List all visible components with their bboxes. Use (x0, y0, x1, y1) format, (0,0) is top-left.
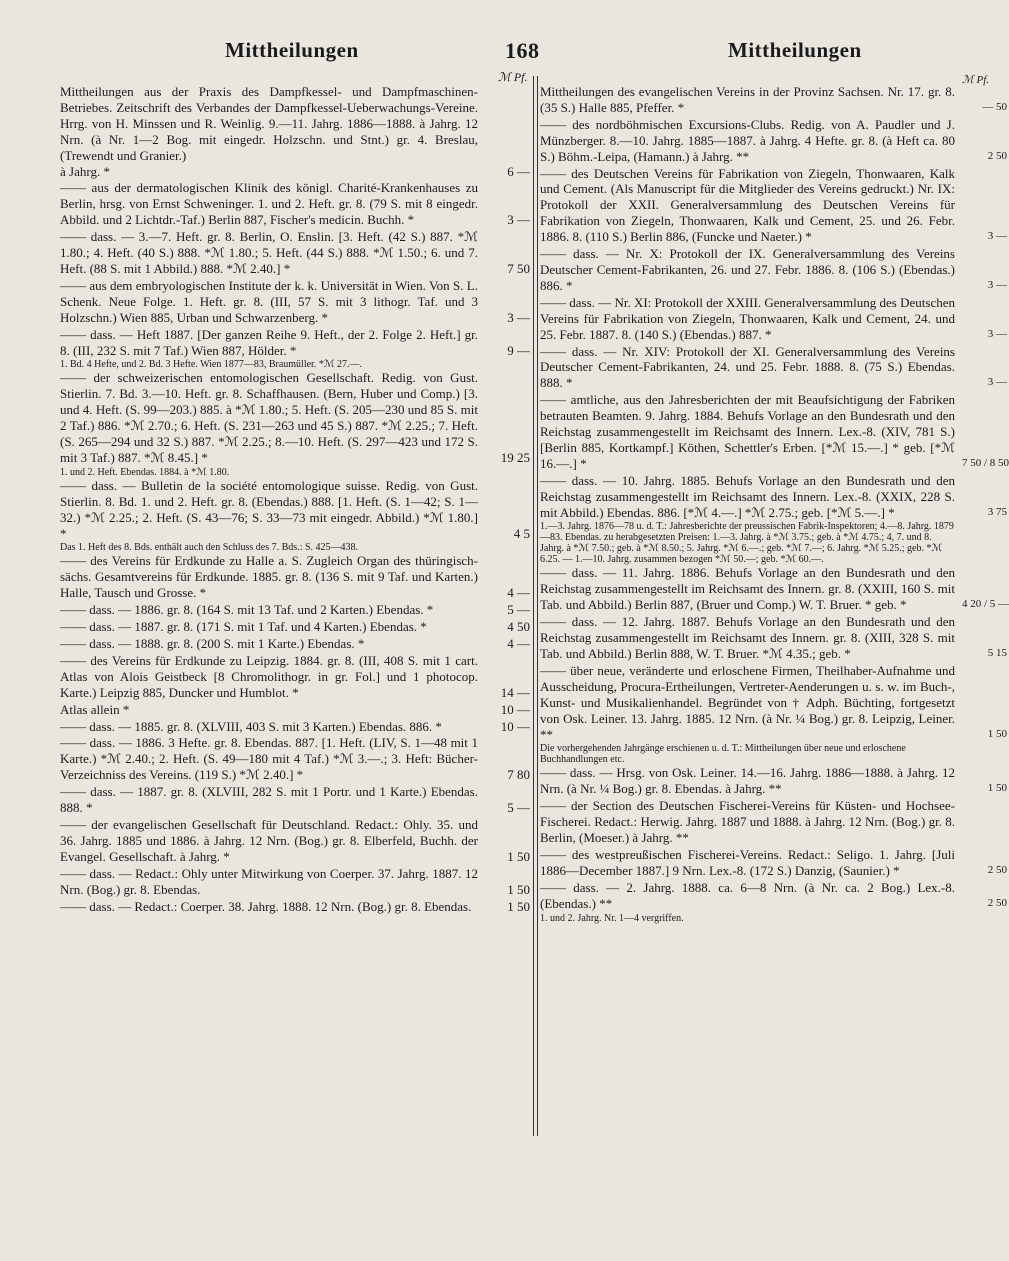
entry-price: 2 50 (987, 896, 1007, 909)
entry-price: 7 50 (507, 260, 530, 276)
entry-text: —— dass. — 12. Jahrg. 1887. Behufs Vorlage an den Bundesrath und den Reichstag zusammengestellt im Reichsamt des Innern. gr. 8. (XIII, 328 S. mit Tab. und Abbild.) Berlin 888, W. T. Bruer. *ℳ 4.35.; geb. * (540, 614, 955, 661)
page-number: 168 (505, 38, 540, 63)
catalog-entry (540, 879, 1007, 912)
entry-text: —— aus dem embryologischen Institute der k. k. Universität in Wien. Von S. L. Schenk. Neue Folge. 1. Heft. gr. 8. (III, 57 S. mit 3 lithogr. Taf. und 3 Holzschn.) Wien 885, Urban und Schwarzenberg. * (60, 277, 478, 325)
left-running-head: Mittheilungen (225, 38, 359, 62)
catalog-entry (540, 846, 1007, 879)
entry-price: 1 50 (987, 727, 1007, 740)
entry-price: 14 — (500, 684, 530, 700)
entry-text: —— dass. — 11. Jahrg. 1886. Behufs Vorlage an den Bundesrath und den Reichstag zusammengestellt im Reichsamt des Innern. gr. 8. (XXIII, 160 S. mit Tab. und Abbild.) Berlin 887, (Bruer und Comp.) W. T. Bruer. * geb. * (540, 565, 955, 613)
entry-text: —— dass. — Nr. XI: Protokoll der XXIII. Generalversammlung des Deutschen Vereins für Fabrikation von Ziegeln, Thonwaaren, Kalk und Cement, 24. und 25. Febr. 1887. 8. (140 S.) (Ebendas.) 887. * (540, 294, 955, 342)
entry-text: —— des Vereins für Erdkunde zu Halle a. S. Zugleich Organ des thüringisch-sächs. Gesamtvereins für Erdkunde. 1885. gr. 8. (136 S. mit 9 Taf. und Karten.) Halle, Tausch und Grosse. * (60, 553, 478, 601)
catalog-entry (60, 84, 530, 179)
entry-price: 1 50 (987, 782, 1007, 795)
entry-price: 3 — (987, 327, 1007, 340)
entry-price: 7 50 / 8 50 (962, 456, 1009, 469)
catalog-entry (540, 798, 955, 846)
catalog-entry (60, 653, 530, 701)
catalog-entry (540, 116, 1007, 165)
catalog-entry (540, 614, 1007, 662)
entry-text: —— der Section des Deutschen Fischerei-Vereins für Küsten- und Hochsee-Fischerei. Redact.: Herwig. Jahrg. 1887 und 1888. à Jahrg. 12 Nrn. (Bog.) gr. 8. Berlin, (Moeser.) à Jahrg. ** (540, 798, 955, 846)
entry-text: —— der evangelischen Gesellschaft für Deutschland. Redact.: Ohly. 35. und 36. Jahrg. 1885 und 1886. à Jahrg. 12 Nrn. (Bog.) gr. 8. Elberfeld, Buchh. der Evangel. Gesellschaft. à Jahrg. * (60, 816, 478, 864)
right-column (540, 84, 1009, 924)
catalog-entry (60, 719, 530, 735)
entry-text: —— dass. — Nr. XIV: Protokoll der XI. Generalversammlung des Vereins Deutscher Cement-Fabrikanten, 24. und 25. Febr. 1888. 8. (75 S.) Ebendas. 888. * (540, 343, 955, 391)
catalog-entry (540, 84, 1007, 116)
entry-price: 4 50 (507, 619, 530, 635)
entry-text: Mittheilungen des evangelischen Vereins in der Provinz Sachsen. Nr. 17. gr. 8. (35 S.) Halle 885, Pfeffer. * (540, 84, 955, 115)
catalog-entry (60, 553, 530, 601)
catalog-entry (540, 662, 1007, 743)
right-running-head: Mittheilungen (728, 38, 862, 62)
entry-text: —— dass. — 1887. gr. 8. (XLVIII, 282 S. mit 1 Portr. und 1 Karte.) Ebendas. 888. * (60, 784, 478, 816)
catalog-entry (60, 327, 530, 359)
catalog-entry (540, 472, 1007, 521)
entry-price: 4 20 / 5 — (962, 598, 1009, 611)
catalog-entry (60, 278, 530, 326)
entry-footnote: 1. und 2. Jahrg. Nr. 1—4 vergriffen. (540, 912, 684, 924)
entry-text: —— dass. — Redact.: Coerper. 38. Jahrg. 1888. 12 Nrn. (Bog.) gr. 8. Ebendas. (60, 898, 472, 914)
entry-price: 1 50 (507, 881, 530, 897)
entry-footnote: Die vorhergehenden Jahrgänge erschienen u. d. T.: Mittheilungen über neue und erloschene Buchhandlungen etc. (540, 743, 906, 766)
catalog-entry (540, 246, 1007, 294)
entry-text: —— dass. — Hrsg. von Osk. Leiner. 14.—16. Jahrg. 1886—1888. à Jahrg. 12 Nrn. (à Nr. ¼ Bog.) gr. 8. Ebendas. à Jahrg. ** (540, 765, 955, 797)
catalog-entry (540, 294, 1007, 343)
catalog-entry (60, 602, 530, 618)
entry-footnote: 1. und 2. Heft. Ebendas. 1884. à *ℳ 1.80. (60, 466, 230, 478)
entry-text: —— dass. — 2. Jahrg. 1888. ca. 6—8 Nrn. (à Nr. ca. 2 Bog.) Lex.-8. (Ebendas.) ** (540, 879, 955, 911)
entry-price: 4 — (507, 585, 530, 601)
entry-price: 3 75 (987, 505, 1007, 518)
entry-text: —— des Vereins für Erdkunde zu Leipzig. 1884. gr. 8. (III, 408 S. mit 1 cart. Atlas von Alois Geistbeck [8 Chromolithogr. in gr. Fol.] und 1 photocop. Karte.) Leipzig 885, Duncker und Humblot. * (60, 652, 478, 700)
entry-text: —— dass. — Redact.: Ohly unter Mitwirkung von Coerper. 37. Jahrg. 1887. 12 Nrn. (Bog.) gr. 8. Ebendas. (60, 865, 478, 897)
entry-text: —— dass. — 3.—7. Heft. gr. 8. Berlin, O. Enslin. [3. Heft. (42 S.) 887. *ℳ 1.80.; 4. Heft. (40 S.) 888. *ℳ 1.80.; 5. Heft. (44 S.) 888. *ℳ 1.50.; 6. und 7. Heft. (88 S. mit 1 Abbild.) 888. *ℳ 2.40.] * (60, 229, 478, 276)
entry-price: 3 — (507, 309, 530, 325)
entry-price: 3 — (987, 278, 1007, 291)
catalog-entry (60, 229, 530, 277)
catalog-entry (60, 180, 530, 228)
entry-price: 1 50 (507, 898, 530, 914)
entry-price: 3 — (507, 212, 530, 228)
catalog-entry (540, 765, 1007, 797)
catalog-entry (540, 392, 1009, 472)
entry-price: 4 5 (513, 525, 530, 541)
entry-price: 7 80 (507, 767, 530, 783)
right-currency-unit: ℳ Pf. (962, 74, 990, 86)
entry-price: 2 50 (987, 149, 1007, 162)
entry-price: 10 — (500, 701, 530, 717)
entry-text: —— über neue, veränderte und erloschene Firmen, Theilhaber-Aufnahme und Ausscheidung, Procura-Ertheilungen, Vertreter-Aenderungen u. s. w. im Buch-, Kunst- und Musikalienhandel. Begründet von † Adph. Büchting, fortgesetzt von Osk. Leiner. 13. Jahrg. 1885. 12 Nrn. (à Nr. ¼ Bog.) gr. 8. Leipzig, Leiner. ** (540, 662, 955, 742)
entry-text: Atlas allein * (60, 701, 130, 717)
catalog-entry (60, 817, 530, 865)
entry-price: 5 — (507, 800, 530, 816)
entry-price: 3 — (987, 230, 1007, 243)
entry-price: — 50 (982, 100, 1007, 113)
catalog-entry (60, 735, 530, 783)
entry-price: 9 — (507, 342, 530, 358)
left-currency-unit: ℳ Pf. (498, 70, 528, 84)
entry-price: 5 15 (987, 647, 1007, 659)
left-column (60, 84, 530, 915)
entry-footnote: 1.—3. Jahrg. 1876—78 u. d. T.: Jahresberichte der preussischen Fabrik-Inspektoren; 4.—8. Jahrg. 1879—83. Ebendas. zu herabgesetzten Preisen: 1.—3. Jahrg. à *ℳ 3.75.; geb. à *ℳ 4.75.; 4, 7. und 8. Jahrg. à *ℳ 7.50.; geb. à *ℳ 8.50.; 5. Jahrg. *ℳ 6.—.; geb. *ℳ 7.—; 6. Jahrg. *ℳ 5.25.; geb. *ℳ 6.25. — 1.—10. Jahrg. zusammen bezogen *ℳ 50.—; geb. *ℳ 60.—. (540, 521, 954, 566)
entry-text: —— des westpreußischen Fischerei-Vereins. Redact.: Seligo. 1. Jahrg. [Juli 1886—December 1887.] 9 Nrn. Lex.-8. (172 S.) Danzig, (Saunier.) * (540, 846, 955, 878)
catalog-entry (60, 784, 530, 816)
column-divider (537, 76, 538, 1136)
entry-price: 19 25 (500, 449, 530, 465)
entry-text: —— aus der dermatologischen Klinik des königl. Charité-Krankenhauses zu Berlin, hrsg. von Ernst Schweninger. 1. und 2. Heft. gr. 8. (79 S. mit 8 eingedr. Abbild. und 2 Lichtdr.-Taf.) Berlin 887, Fischer's medicin. Buchh. * (60, 180, 478, 228)
entry-text: —— dass. — 10. Jahrg. 1885. Behufs Vorlage an den Bundesrath und den Reichstag zusammengestellt im Reichsamt des Innern. Lex.-8. (XXIX, 228 S. mit Abbild.) Ebendas. 886. [*ℳ 4.—.] *ℳ 2.75.; geb. [*ℳ 5.—.] * (540, 472, 955, 520)
catalog-entry (540, 565, 1009, 613)
catalog-entry (60, 899, 530, 915)
catalog-entry (60, 478, 530, 542)
catalog-entry (60, 636, 530, 652)
entry-text: —— dass. — 1886. gr. 8. (164 S. mit 13 Taf. und 2 Karten.) Ebendas. * (60, 602, 434, 618)
entry-text: —— dass. — 1888. gr. 8. (200 S. mit 1 Karte.) Ebendas. * (60, 636, 365, 651)
entry-text: Mittheilungen aus der Praxis des Dampfkessel- und Dampfmaschinen-Betriebes. Zeitschrift des Verbandes der Dampfkessel-Ueberwachungs-Vereine. Hrrg. von H. Minssen und R. Weinlig. 9.—11. Jahrg. 1886—1888. à Jahrg. 12 Nrn. (à Nr. 1—2 Bog. mit eingedr. Holzschn. und Stnt.) gr. 4. Breslau, (Trewendt und Granier.) à Jahrg. * (60, 84, 478, 179)
catalog-entry (60, 702, 530, 718)
entry-text: —— des Deutschen Vereins für Fabrikation von Ziegeln, Thonwaaren, Kalk und Cement. (Als Manuscript für die Mitglieder des Vereins gedruckt.) Nr. IX: Protokoll der XXII. Generalversammlung des Deutschen Vereins für Fabrikation von Ziegeln, Thonwaaren, Kalk und Cement, 25. und 26. Febr. 1886. 8. (110 S.) Berlin 886, (Funcke und Naeter.) * (540, 165, 955, 245)
entry-price: 10 — (500, 718, 530, 734)
catalog-entry (60, 866, 530, 898)
entry-text: —— amtliche, aus den Jahresberichten der mit Beaufsichtigung der Fabriken betrauten Beamten. 9. Jahrg. 1884. Behufs Vorlage an den Bundesrath und den Reichstag zusammengestellt im Reichsamt des Innern. Lex.-8. (XIV, 781 S.) [Berlin 885, Kortkampf.] Köthen, Schettler's Erben. [*ℳ 15.—.] * geb. [*ℳ 16.—.] * (540, 392, 955, 471)
entry-text: —— der schweizerischen entomologischen Gesellschaft. Redig. von Gust. Stierlin. 7. Bd. 3.—10. Heft. gr. 8. Schaffhausen. (Bern, Huber und Comp.) [3. und 4. Heft. (S. 99—203.) 885. à *ℳ 1.80.; 5. Heft. (S. 205—230 und 85 S. mit 2 Taf.) 886. *ℳ 2.70.; 6. Heft. (S. 231—263 und 45 S.) 887. *ℳ 2.25.; 7. Heft. (S. 265—294 und 32 S.) 887. *ℳ 2.25.; 8.—10. Heft. (S. 297—423 und 172 S. mit 3 Taf.) 887. *ℳ 8.45.] * (60, 370, 478, 465)
entry-footnote: 1. Bd. 4 Hefte, und 2. Bd. 3 Hefte. Wien 1877—83, Braumüller. *ℳ 27.—. (60, 359, 363, 371)
entry-price: 5 — (507, 602, 530, 618)
entry-footnote: Das 1. Heft des 8. Bds. enthält auch den Schluss des 7. Bds.: S. 425—438. (60, 542, 359, 554)
entry-text: —— dass. — 1886. 3 Hefte. gr. 8. Ebendas. 887. [1. Heft. (LIV, S. 1—48 mit 1 Karte.) *ℳ 2.40.; 2. Heft. (S. 49—180 mit 4 Taf.) *ℳ 3.—.; 3. Heft: Bücher-Verzeichniss des Vereins. (119 S.) *ℳ 2.40.] * (60, 735, 478, 783)
catalog-entry (540, 343, 1007, 392)
entry-price: 3 — (987, 376, 1007, 389)
entry-text: —— dass. — Heft 1887. [Der ganzen Reihe 9. Heft., der 2. Folge 2. Heft.] gr. 8. (III, 232 S. mit 7 Taf.) Wien 887, Hölder. * (60, 326, 478, 358)
entry-price: 6 — (507, 163, 530, 179)
entry-text: —— dass. — 1887. gr. 8. (171 S. mit 1 Taf. und 4 Karten.) Ebendas. * (60, 619, 427, 635)
entry-text: —— dass. — 1885. gr. 8. (XLVIII, 403 S. mit 3 Karten.) Ebendas. 886. * (60, 718, 442, 734)
entry-price: 2 50 (987, 863, 1007, 876)
catalog-entry (60, 619, 530, 635)
entry-price: 1 50 (507, 848, 530, 864)
catalog-entry (60, 370, 530, 465)
catalog-entry (540, 165, 1007, 246)
entry-price: 4 — (507, 636, 530, 651)
entry-text: —— dass. — Nr. X: Protokoll der IX. Generalversammlung des Vereins Deutscher Cement-Fabrikanten, 26. und 27. Febr. 1886. 8. (106 S.) (Ebendas.) 886. * (540, 246, 955, 293)
entry-text: —— dass. — Bulletin de la société entomologique suisse. Redig. von Gust. Stierlin. 8. Bd. 1. und 2. Heft. gr. 8. (Ebendas.) 888. [1. Heft. (S. 1—42; S. 1—32.) *ℳ 2.25.; 2. Heft. (S. 43—76; S. 33—73 mit eingedr. Abbild.) *ℳ 1.80.] * (60, 477, 478, 541)
column-divider (533, 76, 534, 1136)
entry-text: —— des nordböhmischen Excursions-Clubs. Redig. von A. Paudler und J. Münzberger. 8.—10. Jahrg. 1885—1887. à Jahrg. 4 Hefte. gr. 8. (à Heft ca. 80 S.) Böhm.-Leipa, (Hamann.) à Jahrg. ** (540, 116, 955, 164)
